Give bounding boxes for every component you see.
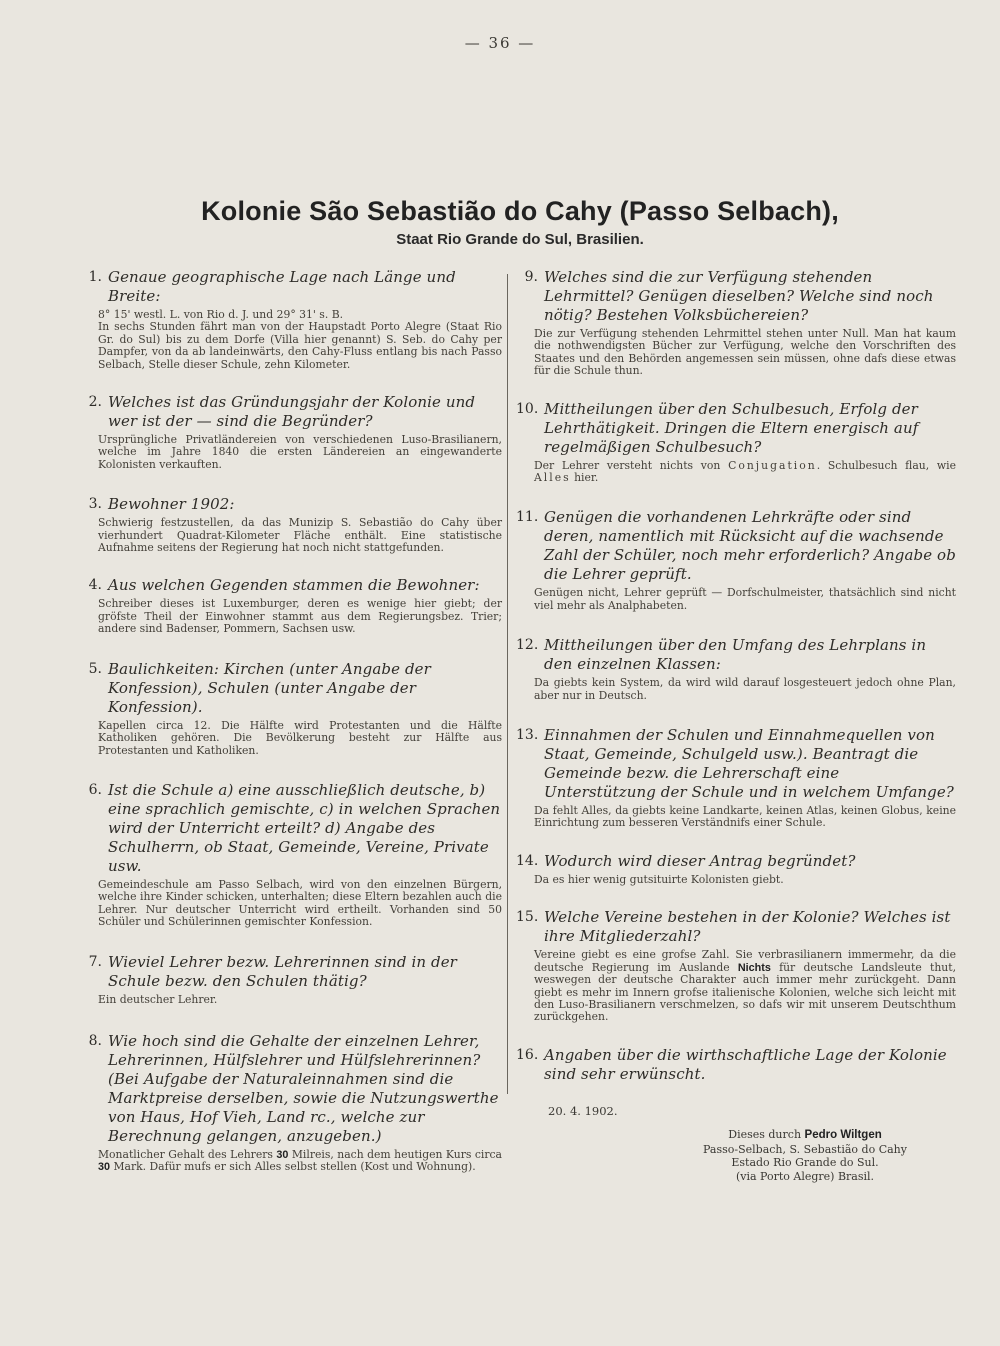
question-text: Ist die Schule a) eine ausschließlich deutsche, b) eine sprachlich gemischte, c) in welchen Sprachen wird der Unterricht erteilt? d) Angabe des Schulherrn, ob Staat, Gemeinde, Vereine, Private usw. xyxy=(108,780,501,875)
question-number: 9. xyxy=(524,269,538,285)
signature-line-3: Estado Rio Grande do Sul. xyxy=(731,1156,879,1169)
mark-value: 30 xyxy=(98,1161,111,1174)
page-subtitle: Staat Rio Grande do Sul, Brasilien. xyxy=(396,231,644,248)
answer-text xyxy=(516,949,956,1023)
left-column xyxy=(80,268,502,1192)
question-item-1 xyxy=(80,268,502,371)
question-number: 16. xyxy=(516,1046,539,1063)
answer-text xyxy=(516,460,956,485)
answer-text: Ursprüngliche Privatländereien von verschiedenen Luso-Brasilianern, welche im Jahre 1840 die ersten Ländereien an eingewanderte Kolonisten verkauften. xyxy=(98,433,502,471)
question-number: 11. xyxy=(516,509,539,526)
answer-fragment: Der Lehrer versteht nichts von xyxy=(534,458,729,472)
answer-text: In sechs Stunden fährt man von der Haupstadt Porto Alegre (Staat Rio Gr. do Sul) bis zu dem Dorfe (Villa hier genannt) S. Seb. do Cahy per Dampfer, von da ab landeinwärts, den Cahy-Fluss entlang bis nach Passo Selbach, Stelle dieser Schule, zehn Kilometer. xyxy=(98,320,502,371)
signature-line-4: (via Porto Alegre) Brasil. xyxy=(735,1169,875,1183)
question-number: 10. xyxy=(516,400,539,417)
question-item-9 xyxy=(516,268,956,378)
question-number: 14. xyxy=(516,852,539,869)
answer-text: 8° 15' westl. L. von Rio d. J. und 29° 31' s. B. xyxy=(98,308,344,321)
answer-text: Die zur Verfügung stehenden Lehrmittel stehen unter Null. Man hat kaum die nothwendigsten Bücher zur Verfügung, welche den Vorschriften des Staates und den Behörden angemessen sein müssen, ohne dafs diese etwas für die Schule thun. xyxy=(534,327,956,378)
answer-text: Da es hier wenig gutsituirte Kolonisten giebt. xyxy=(534,872,784,886)
document-date: 20. 4. 1902. xyxy=(548,1104,618,1118)
question-text: Genügen die vorhandenen Lehrkräfte oder sind deren, namentlich mit Rücksicht auf die wachsende Zahl der Schüler, noch mehr erforderlich? Angabe ob die Lehrer geprüft. xyxy=(544,508,956,584)
question-text: Genaue geographische Lage nach Länge und Breite: xyxy=(108,268,456,305)
question-item-3 xyxy=(80,495,502,554)
answer-text: Schreiber dieses ist Luxemburger, deren es wenige hier giebt; der gröfste Theil der Einwohner stammt aus dem Regierungsbez. Trier; andere sind Badenser, Pommern, Sachsen usw. xyxy=(98,597,502,636)
question-number: 7. xyxy=(88,953,102,970)
answer-emphasis: Nichts xyxy=(737,961,771,974)
answer-fragment: Mark. Dafür mufs er sich Alles selbst stellen (Kost und Wohnung). xyxy=(110,1160,476,1174)
question-text: Welches sind die zur Verfügung stehenden Lehrmittel? Genügen dieselben? Welche sind noch nötig? Bestehen Volksbüchereien? xyxy=(544,268,934,324)
page-number: — 36 — xyxy=(464,34,536,52)
question-text: Mittheilungen über den Umfang des Lehrplans in den einzelnen Klassen: xyxy=(544,636,927,674)
question-number: 4. xyxy=(88,577,102,594)
question-text: Wie hoch sind die Gehalte der einzelnen Lehrer, Lehrerinnen, Hülfslehrer und Hülfslehrerinnen? (Bei Aufgabe der Naturaleinnahmen sind die Marktpreise derselben, sowie die Nutzungswerthe von Haus, Hof Vieh, Land rc., welche zur Berechnung gelangen, anzugeben.) xyxy=(108,1031,499,1145)
question-item-5 xyxy=(80,660,502,757)
signature-line-2: Passo-Selbach, S. Sebastião do Cahy xyxy=(703,1142,907,1156)
signature-prefix: Dieses durch xyxy=(728,1128,805,1141)
question-text: Welches ist das Gründungsjahr der Kolonie und wer ist der — sind die Begründer? xyxy=(108,393,476,431)
answer-fragment: Milreis, nach dem heutigen Kurs circa xyxy=(288,1147,502,1161)
answer-text: Da giebts kein System, da wird wild darauf losgesteuert jedoch ohne Plan, aber nur in Deutsch. xyxy=(534,676,956,702)
answer-fragment: hier. xyxy=(570,471,599,485)
question-number: 5. xyxy=(88,660,102,677)
title-block xyxy=(0,196,1000,248)
question-text: Wieviel Lehrer bezw. Lehrerinnen sind in der Schule bezw. den Schulen thätig? xyxy=(108,952,457,990)
question-text: Mittheilungen über den Schulbesuch, Erfolg der Lehrthätigkeit. Dringen die Eltern energisch auf regelmäßigen Schulbesuch? xyxy=(544,399,919,456)
question-text: Baulichkeiten: Kirchen (unter Angabe der Konfession), Schulen (unter Angabe der Konfession). xyxy=(108,659,431,716)
column-divider xyxy=(507,274,508,1094)
question-item-6 xyxy=(80,781,502,929)
salary-value: 30 xyxy=(276,1148,289,1161)
answer-text: Genügen nicht, Lehrer geprüft — Dorfschulmeister, thatsächlich sind nicht viel mehr als Analphabeten. xyxy=(534,586,956,612)
question-item-10 xyxy=(516,400,956,485)
question-item-7 xyxy=(80,953,502,1006)
answer-fragment: Vereine giebt es eine grofse Zahl. Sie verbrasilianern immermehr, da die deutsche Regierung im Auslande xyxy=(534,948,956,974)
answer-fragment: für deutsche Landsleute thut, weswegen der deutsche Charakter auch immer mehr zurückgeht. Dann giebt es mehr im Innern grofse italienische Kolonien, welche sich leicht mit den Luso-Brasilianern verschmelzen, so dafs wir mit unserem Deutschthum zurückgehen. xyxy=(534,960,956,1024)
answer-emphasis: Alles xyxy=(534,471,571,485)
question-number: 13. xyxy=(516,727,539,744)
answer-text: Kapellen circa 12. Die Hälfte wird Protestanten und die Hälfte Katholiken gehören. Die Bevölkerung besteht zur Hälfte aus Protestanten und Katholiken. xyxy=(98,718,502,757)
question-text: Angaben über die wirthschaftliche Lage der Kolonie sind sehr erwünscht. xyxy=(544,1045,947,1083)
question-text: Aus welchen Gegenden stammen die Bewohner: xyxy=(108,576,480,595)
answer-emphasis: Conjugation xyxy=(728,458,817,472)
answer-text xyxy=(80,1149,502,1174)
signature-line-1 xyxy=(700,1128,910,1143)
question-number: 12. xyxy=(516,637,539,654)
question-number: 1. xyxy=(88,269,102,285)
question-item-11 xyxy=(516,508,956,612)
right-column xyxy=(516,268,956,1102)
question-item-12 xyxy=(516,636,956,702)
question-item-2 xyxy=(80,393,502,471)
signatory-name: Pedro Wiltgen xyxy=(804,1129,882,1141)
question-number: 8. xyxy=(88,1032,102,1049)
signature-block xyxy=(700,1128,910,1183)
question-text: Einnahmen der Schulen und Einnahmequellen von Staat, Gemeinde, Schulgeld usw.). Beantragt die Gemeinde bezw. die Lehrerschaft eine Unterstützung der Schule und in welchem Umfange? xyxy=(544,726,954,802)
answer-fragment: Monatlicher Gehalt des Lehrers xyxy=(98,1147,277,1161)
question-number: 2. xyxy=(88,394,102,411)
answer-text: Schwierig festzustellen, da das Munizip S. Sebastião do Cahy über vierhundert Quadrat-Kilometer Fläche enthält. Eine statistische Aufnahme seitens der Regierung hat noch nicht stattgefunden. xyxy=(98,516,502,555)
question-item-15 xyxy=(516,908,956,1023)
answer-text: Gemeindeschule am Passo Selbach, wird von den einzelnen Bürgern, welche ihre Kinder schicken, unterhalten; diese Eltern bezahlen auch die Lehrer. Nur deutscher Unterricht wird ertheilt. Vorhanden sind 50 Schüler und Schülerinnen gemischter Konfession. xyxy=(98,877,502,929)
page-title: Kolonie São Sebastião do Cahy (Passo Selbach), xyxy=(201,196,839,226)
question-text: Wodurch wird dieser Antrag begründet? xyxy=(544,851,856,870)
question-number: 6. xyxy=(88,781,102,798)
question-text: Bewohner 1902: xyxy=(108,495,235,514)
question-text: Welche Vereine bestehen in der Kolonie? Welches ist ihre Mitgliederzahl? xyxy=(544,908,951,946)
question-item-13 xyxy=(516,726,956,830)
question-number: 3. xyxy=(88,496,102,513)
answer-text: Da fehlt Alles, da giebts keine Landkarte, keinen Atlas, keinen Globus, keine Einrichtung zum besseren Verständnifs einer Schule. xyxy=(534,804,956,830)
question-item-16 xyxy=(516,1046,956,1084)
question-item-4 xyxy=(80,576,502,635)
answer-text: Ein deutscher Lehrer. xyxy=(98,992,218,1006)
question-item-14 xyxy=(516,852,956,886)
question-item-8 xyxy=(80,1032,502,1174)
question-number: 15. xyxy=(516,909,539,926)
answer-fragment: . Schulbesuch flau, wie xyxy=(816,458,956,472)
